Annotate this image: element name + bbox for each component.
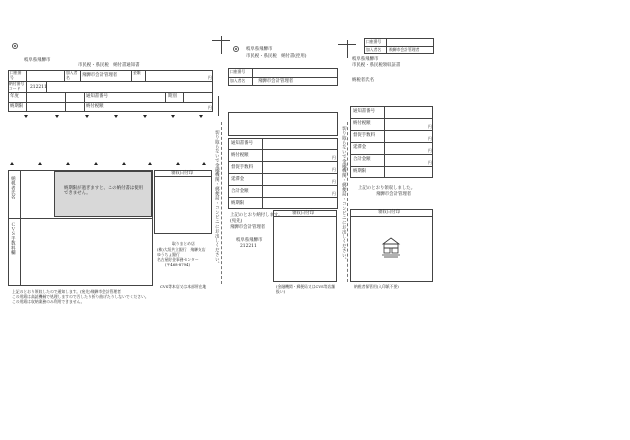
- registration-mark-icon: [12, 43, 18, 49]
- middle-office: 岐阜県飛騨市: [246, 47, 273, 52]
- cut-arrow-icon: [66, 162, 70, 165]
- middle-row-due: 納期限: [231, 201, 245, 206]
- middle-row-total: 合計金額: [231, 189, 249, 194]
- left-bank-line-2: (株)大垣共立銀行 飛騨支店: [157, 247, 206, 252]
- left-office: 岐阜県飛騨市: [24, 58, 51, 63]
- right-yen-1: 円: [428, 124, 432, 129]
- right-received-text: 上記のとおり領収しました。: [358, 186, 416, 191]
- left-fiscal-year-label: 年度: [10, 94, 19, 99]
- left-period-label: 期別: [168, 94, 177, 99]
- cut-arrow-icon: [38, 162, 42, 165]
- middle-received-2: (宛先): [230, 219, 243, 224]
- cut-arrow-icon: [171, 115, 175, 118]
- middle-blank-box: [228, 112, 338, 136]
- middle-code: 212211: [240, 244, 257, 249]
- right-yen-3: 円: [428, 148, 432, 153]
- middle-row-tax: 納付税額: [231, 153, 249, 158]
- right-account-label: 口座番号: [366, 39, 382, 44]
- middle-row-notice: 通知書番号: [231, 141, 253, 146]
- cut-arrow-icon: [176, 162, 180, 165]
- left-gray-note: 納期限が過ぎますと、この納付書は使用できません。: [64, 186, 144, 197]
- right-row-late: 延滞金: [353, 145, 367, 150]
- cut-arrow-icon: [24, 115, 28, 118]
- right-received-by: 飛騨市会計管理者: [376, 192, 412, 197]
- right-stamp-title: 領収日付印: [378, 210, 400, 215]
- middle-bank-note: (金融機関・郵便局又はCVS等店舗扱い): [276, 284, 336, 294]
- left-foot-2: この用紙は高読機械で処理しますので汚したり折り曲げたりしないでください。: [12, 294, 149, 299]
- right-yen-2: 円: [428, 136, 432, 141]
- cut-arrow-icon: [202, 162, 206, 165]
- middle-vertical-note: 切り取らないで金融機関・郵便局・コンビニにお出しください。: [214, 130, 220, 267]
- right-row-notice: 通知書番号: [353, 109, 375, 114]
- middle-received-3: 飛騨市会計管理者: [230, 225, 266, 230]
- left-stamp-title: 領収日付印: [171, 171, 193, 176]
- cut-arrow-icon: [148, 162, 152, 165]
- cut-arrow-icon: [143, 115, 147, 118]
- middle-yen-4: 円: [332, 191, 336, 196]
- left-yen: 円: [208, 75, 212, 80]
- middle-account-label: 口座番号: [230, 69, 246, 74]
- left-code-label: 納付番号コード: [9, 81, 25, 91]
- left-cvs-label: ＣＶＳ手数料欄: [10, 222, 16, 255]
- right-vertical-note: 切り取らないで金融機関・郵便局・コンビニにお出しください。: [341, 126, 347, 263]
- middle-yen-1: 円: [332, 155, 336, 160]
- cut-arrow-icon: [199, 115, 203, 118]
- middle-row-late: 延滞金: [231, 177, 245, 182]
- left-member-label: 加入者名: [66, 70, 78, 80]
- left-code-value: 212211: [30, 85, 47, 90]
- middle-stamp-box: [273, 210, 337, 282]
- cut-arrow-icon: [122, 162, 126, 165]
- right-payer-label: 納税者氏名: [352, 78, 374, 83]
- middle-yen-2: 円: [332, 167, 336, 172]
- middle-yen-3: 円: [332, 179, 336, 184]
- cut-arrow-icon: [55, 115, 59, 118]
- cut-arrow-icon: [94, 162, 98, 165]
- left-stamp-box: [154, 170, 212, 234]
- left-bank-line-5: (〒468-8794): [165, 262, 190, 267]
- left-amount-label: 金額: [133, 70, 141, 75]
- left-due-label: 納期限: [10, 104, 24, 109]
- left-payer-label: 納税者氏名: [10, 176, 16, 200]
- right-row-tax: 納付税額: [353, 121, 371, 126]
- right-row-due: 納期限: [353, 169, 367, 174]
- cut-arrow-icon: [85, 115, 89, 118]
- middle-stamp-title: 領収日付印: [292, 211, 314, 216]
- middle-member-name: 飛騨市会計管理者: [258, 79, 294, 84]
- middle-row-fee: 督促手数料: [231, 165, 253, 170]
- right-yen-4: 円: [428, 160, 432, 165]
- right-form-title: 市民税・県民税領収証書: [352, 63, 401, 68]
- right-row-fee: 督促手数料: [353, 133, 375, 138]
- left-city-no-label: 口座番号: [10, 70, 22, 80]
- middle-form-title: 市民税・県民税 納付書(控用): [246, 54, 307, 59]
- left-foot-1: 上記のとおり領収したので通知します。(宛先)飛騨市会計管理者: [12, 289, 121, 294]
- left-member-name: 飛騨市会計管理者: [82, 73, 118, 78]
- left-bank-line-4: 名古屋貯金事務センター: [157, 257, 199, 262]
- right-member-name: 飛騨市会計管理者: [389, 47, 420, 52]
- left-notice-no-label: 通知書番号: [86, 94, 108, 99]
- right-member-label: 加入者名: [366, 47, 382, 52]
- right-office: 岐阜県飛騨市: [352, 57, 379, 62]
- left-total-yen: 円: [208, 105, 212, 110]
- middle-received-1: 上記のとおり納付します。: [230, 213, 283, 218]
- left-foot-3: この用紙は収納業務のみ利用できません。: [12, 299, 85, 304]
- left-total-label: 納付税額: [86, 104, 104, 109]
- left-bank-line-3: ゆうちょ銀行: [157, 252, 180, 257]
- left-cvs-note: CVS等本店又は本部所在地: [160, 284, 207, 289]
- right-payer-keep: 納税者保管用(入印紙不要): [354, 284, 399, 289]
- right-row-total: 合計金額: [353, 157, 371, 162]
- stamp-seal-icon: [381, 237, 401, 259]
- left-form-title: 市民税・県民税 納付書通知書: [78, 63, 140, 68]
- middle-city: 岐阜県飛騨市: [236, 238, 263, 243]
- middle-member-label: 加入者名: [230, 78, 246, 83]
- cut-arrow-icon: [10, 162, 14, 165]
- registration-mark-icon: [233, 46, 239, 52]
- cut-arrow-icon: [114, 115, 118, 118]
- left-bank-line-1: 取りまとめ店: [172, 241, 195, 246]
